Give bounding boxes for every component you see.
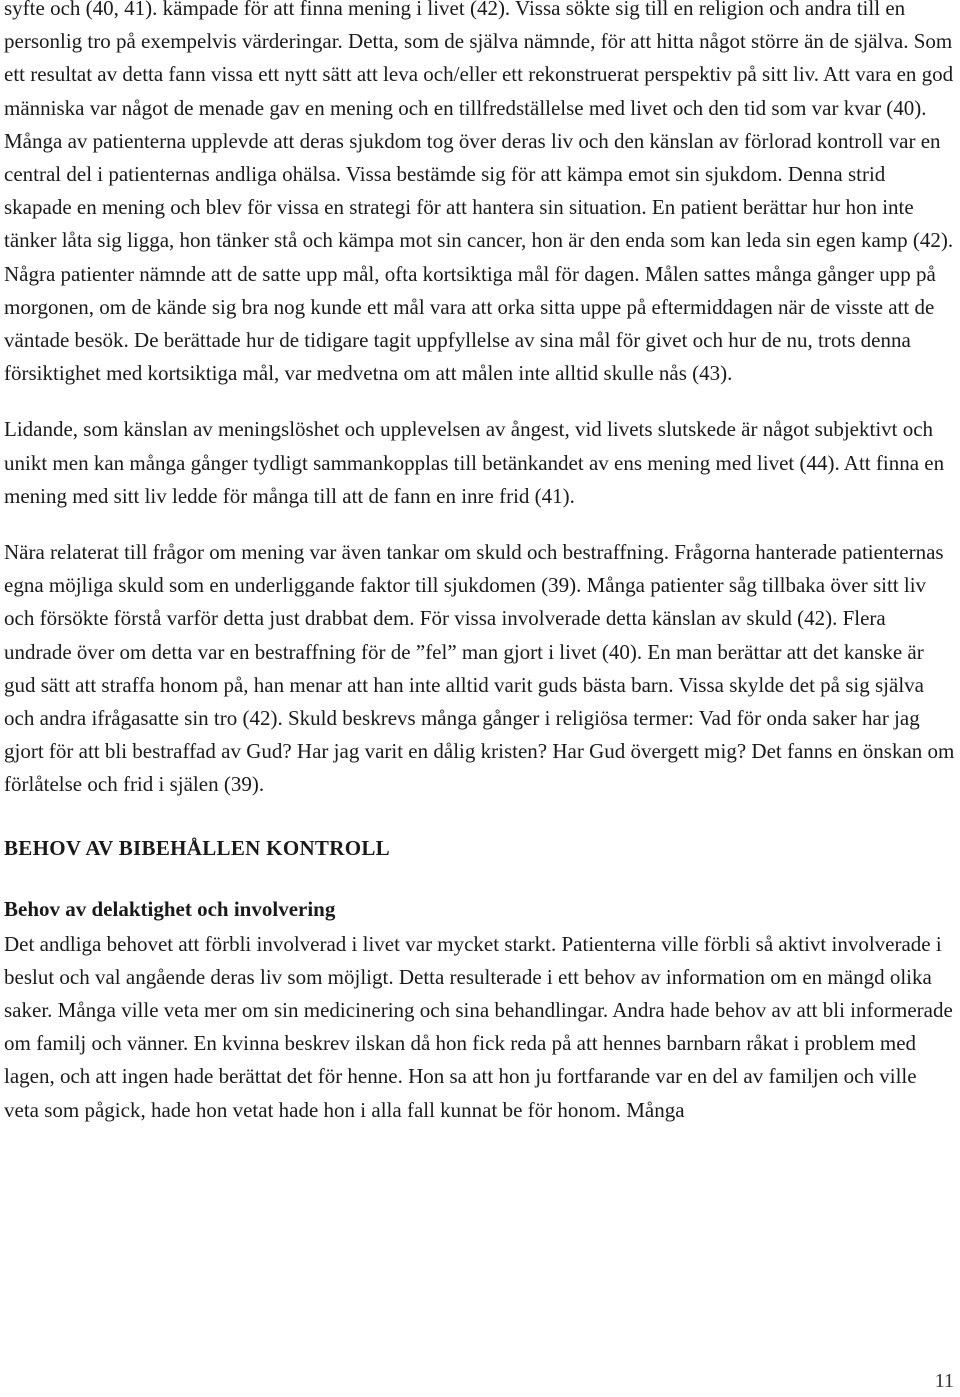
body-paragraph-1: syfte och (40, 41). kämpade för att finna mening i livet (42). Vissa sökte sig till en religion och andra till en personlig tro på exempelvis värderingar. Detta, som de själva nämnde, för att hitta något större än de själva. Som ett resultat av detta fann vissa ett nytt sätt att leva och/eller ett rekonstruerat perspektiv på sitt liv. Att vara en god människa var något de menade gav en mening och en tillfredställelse med livet och den tid som var kvar (40). Många av patienterna upplevde att deras sjukdom tog över deras liv och den känslan av förlorad kontroll var en central del i patienternas andliga ohälsa. Vissa bestämde sig för att kämpa emot sin sjukdom. Denna strid skapade en mening och blev för vissa en strategi för att hantera sin situation. En patient berättar hur hon inte tänker låta sig ligga, hon tänker stå och kämpa mot sin cancer, hon är den enda som kan leda sin egen kamp (42). Några patienter nämnde att de satte upp mål, ofta kortsiktiga mål för dagen. Målen sattes många gånger upp på morgonen, om de kände sig bra nog kunde ett mål vara att orka sitta uppe på eftermiddagen när de visste att de väntade besök. De berättade hur de tidigare tagit uppfyllelse av sina mål för givet och hur de nu, trots denna försiktighet med kortsiktiga mål, var medvetna om att målen inte alltid skulle nås (43).	[4, 0, 954, 386]
subsection-heading: Behov av delaktighet och involvering	[4, 896, 336, 921]
body-paragraph-3: Nära relaterat till frågor om mening var även tankar om skuld och bestraffning. Frågorna hanterade patienternas egna möjliga skuld som en underliggande faktor till sjukdomen (39). Många patienter såg tillbaka över sitt liv och försökte förstå varför detta just drabbat dem. För vissa involverade detta känslan av skuld (42). Flera undrade över om detta var en bestraffning för de ”fel” man gjort i livet (40). En man berättar att det kanske är gud sätt att straffa honom på, han menar att han inte alltid varit guds bästa barn. Vissa skylde det på sig själva och andra ifrågasatte sin tro (42). Skuld beskrevs många gånger i religiösa termer: Vad för onda saker har jag gjort för att bli bestraffad av Gud? Har jag varit en dålig kristen? Har Gud övergett mig? Det fanns en önskan om förlåtelse och frid i själen (39).	[4, 540, 955, 797]
body-paragraph-2: Lidande, som känslan av meningslöshet och upplevelsen av ångest, vid livets slutskede är något subjektivt och unikt men kan många gånger tydligt sammankopplas till betänkandet av ens mening med livet (44). Att finna en mening med sitt liv ledde för många till att de fann en inre frid (41).	[4, 417, 945, 508]
section-heading: BEHOV AV BIBEHÅLLEN KONTROLL	[4, 835, 390, 860]
page-number: 11	[934, 1370, 954, 1392]
body-paragraph-4: Det andliga behovet att förbli involverad i livet var mycket starkt. Patienterna ville förbli så aktivt involverade i beslut och val angående deras liv som möjligt. Detta resulterade i ett behov av information om en mängd olika saker. Många ville veta mer om sin medicinering och sina behandlingar. Andra hade behov av att bli informerade om familj och vänner. En kvinna beskrev ilskan då hon fick reda på att hennes barnbarn råkat i problem med lagen, och att ingen hade berättat det för henne. Hon sa att hon ju fortfarande var en del av familjen och ville veta som pågick, hade hon vetat hade hon i alla fall kunnat be för honom. Många	[4, 931, 953, 1122]
